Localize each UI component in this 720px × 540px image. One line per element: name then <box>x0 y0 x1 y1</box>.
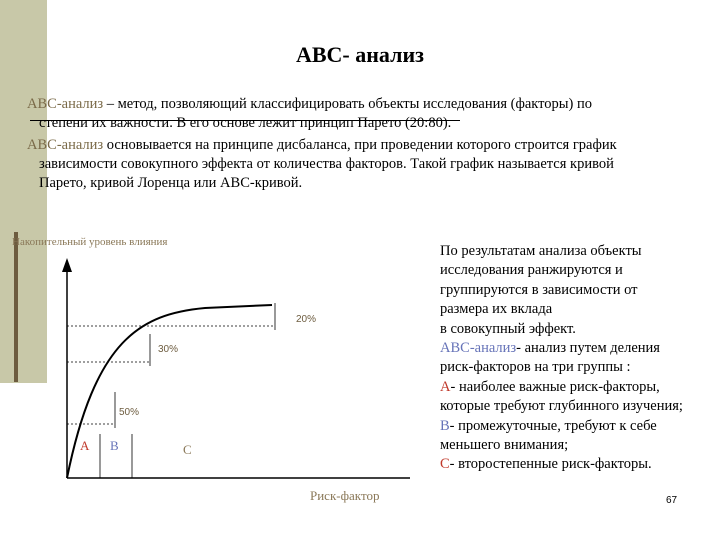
right-line-7: риск-факторов на три группы : <box>440 359 631 376</box>
right-line-b2: меньшего внимания; <box>440 437 569 454</box>
b-letter: B <box>440 417 450 434</box>
a-letter: A <box>440 378 451 395</box>
a-rest: - наиболее важные риск-факторы, <box>450 378 660 395</box>
definition-line-1-rest: – метод, позволяющий классифицировать объекты исследования (факторы) по <box>103 96 593 112</box>
right-line-5: в совокупный эффект. <box>440 320 576 337</box>
right-line-3: группируются в зависимости от <box>440 281 638 298</box>
label-50-percent: 50% <box>119 407 140 418</box>
right-line-abc <box>440 339 720 358</box>
group-a-label: A <box>80 438 90 453</box>
pareto-curve <box>67 305 272 478</box>
c-rest: - второстепенные риск-факторы. <box>449 456 652 473</box>
page-number: 67 <box>666 495 678 506</box>
principle-lead: ABC-анализ <box>27 137 104 153</box>
group-b-label: B <box>110 438 119 453</box>
principle-line-3: Парето, кривой Лоренца или ABC-кривой. <box>39 175 303 191</box>
chart-y-label: Накопительный уровень влияния <box>12 236 168 248</box>
abc-lead: ABC-анализ <box>440 340 517 357</box>
right-line-b <box>440 417 720 436</box>
definition-lead: ABC-анализ <box>27 96 104 112</box>
right-line-4: размера их вклада <box>440 301 553 318</box>
y-axis-arrow <box>62 258 72 272</box>
right-line-a <box>440 378 720 397</box>
c-letter: C <box>440 456 450 473</box>
principle-line-2: зависимости совокупного эффекта от количества факторов. Такой график называется кривой <box>39 156 614 172</box>
abc-rest: - анализ путем деления <box>516 340 660 357</box>
right-line-2: исследования ранжируются и <box>440 262 623 279</box>
slide-title: ABC- анализ <box>295 42 424 67</box>
right-line-a2: которые требуют глубинного изучения; <box>440 398 683 415</box>
b-rest: - промежуточные, требуют к себе <box>449 417 657 434</box>
chart-x-label: Риск-фактор <box>310 488 380 503</box>
right-line-c <box>440 455 720 474</box>
groups-explanation <box>440 242 720 475</box>
right-line-1: По результатам анализа объекты <box>440 243 642 259</box>
group-c-label: C <box>183 442 192 457</box>
principle-line-1-rest: основывается на принципе дисбаланса, при проведении которого строится график <box>103 137 617 153</box>
definition-line-2: степени их важности. В его основе лежит принцип Парето (20:80). <box>39 115 452 131</box>
label-20-percent: 20% <box>296 314 317 325</box>
label-30-percent: 30% <box>158 344 179 355</box>
